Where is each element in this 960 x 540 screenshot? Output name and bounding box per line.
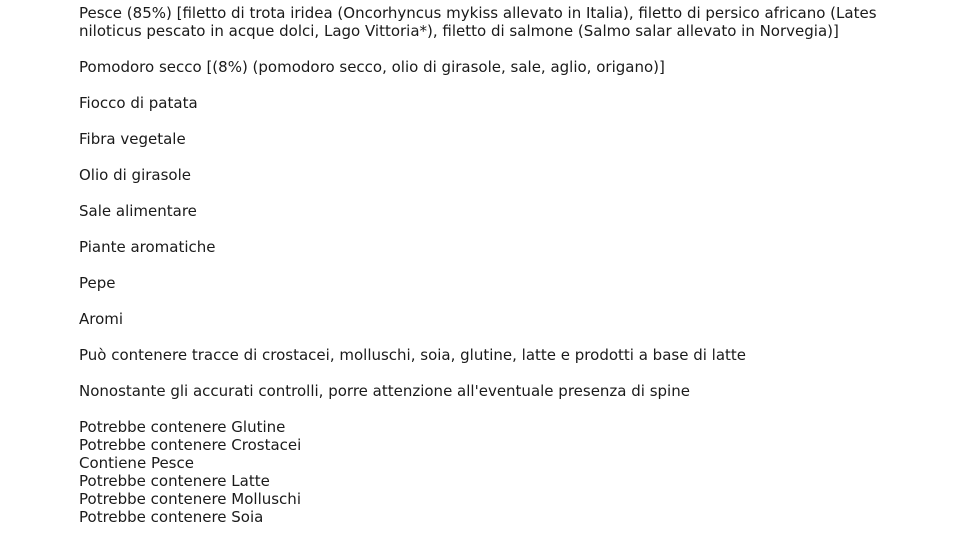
ingredient-aromi <box>79 310 949 328</box>
allergen-item: Potrebbe contenere Molluschi <box>79 490 301 508</box>
ingredient-pesce <box>79 4 949 40</box>
ingredient-olio <box>79 166 949 184</box>
ingredient-line: Pesce (85%) [filetto di trota iridea (Oncorhyncus mykiss allevato in Italia), filetto di persico africano (Lates <box>79 4 877 22</box>
ingredients-document <box>79 4 949 526</box>
ingredient-line: Fiocco di patata <box>79 94 198 112</box>
note-line: Può contenere tracce di crostacei, molluschi, soia, glutine, latte e prodotti a base di latte <box>79 346 747 364</box>
ingredient-line: Pomodoro secco [(8%) (pomodoro secco, olio di girasole, sale, aglio, origano)] <box>79 58 665 76</box>
note-spine <box>79 382 949 400</box>
ingredient-sale <box>79 202 949 220</box>
ingredient-line: Pepe <box>79 274 116 292</box>
note-line: Nonostante gli accurati controlli, porre attenzione all'eventuale presenza di spine <box>79 382 690 400</box>
allergen-item: Contiene Pesce <box>79 454 194 472</box>
allergen-item: Potrebbe contenere Crostacei <box>79 436 302 454</box>
ingredient-piante <box>79 238 949 256</box>
ingredient-fibra <box>79 130 949 148</box>
ingredient-line: Piante aromatiche <box>79 238 216 256</box>
ingredient-fiocco-patata <box>79 94 949 112</box>
ingredient-line: Fibra vegetale <box>79 130 186 148</box>
note-tracce <box>79 346 949 364</box>
ingredient-pomodoro <box>79 58 949 76</box>
ingredient-line: Aromi <box>79 310 124 328</box>
ingredient-line: niloticus pescato in acque dolci, Lago Vittoria*), filetto di salmone (Salmo salar allevato in Norvegia)] <box>79 22 839 40</box>
allergen-item: Potrebbe contenere Soia <box>79 508 264 526</box>
ingredient-line: Olio di girasole <box>79 166 191 184</box>
ingredient-line: Sale alimentare <box>79 202 197 220</box>
allergen-item: Potrebbe contenere Glutine <box>79 418 286 436</box>
allergen-list <box>79 418 949 526</box>
ingredient-pepe <box>79 274 949 292</box>
allergen-item: Potrebbe contenere Latte <box>79 472 270 490</box>
